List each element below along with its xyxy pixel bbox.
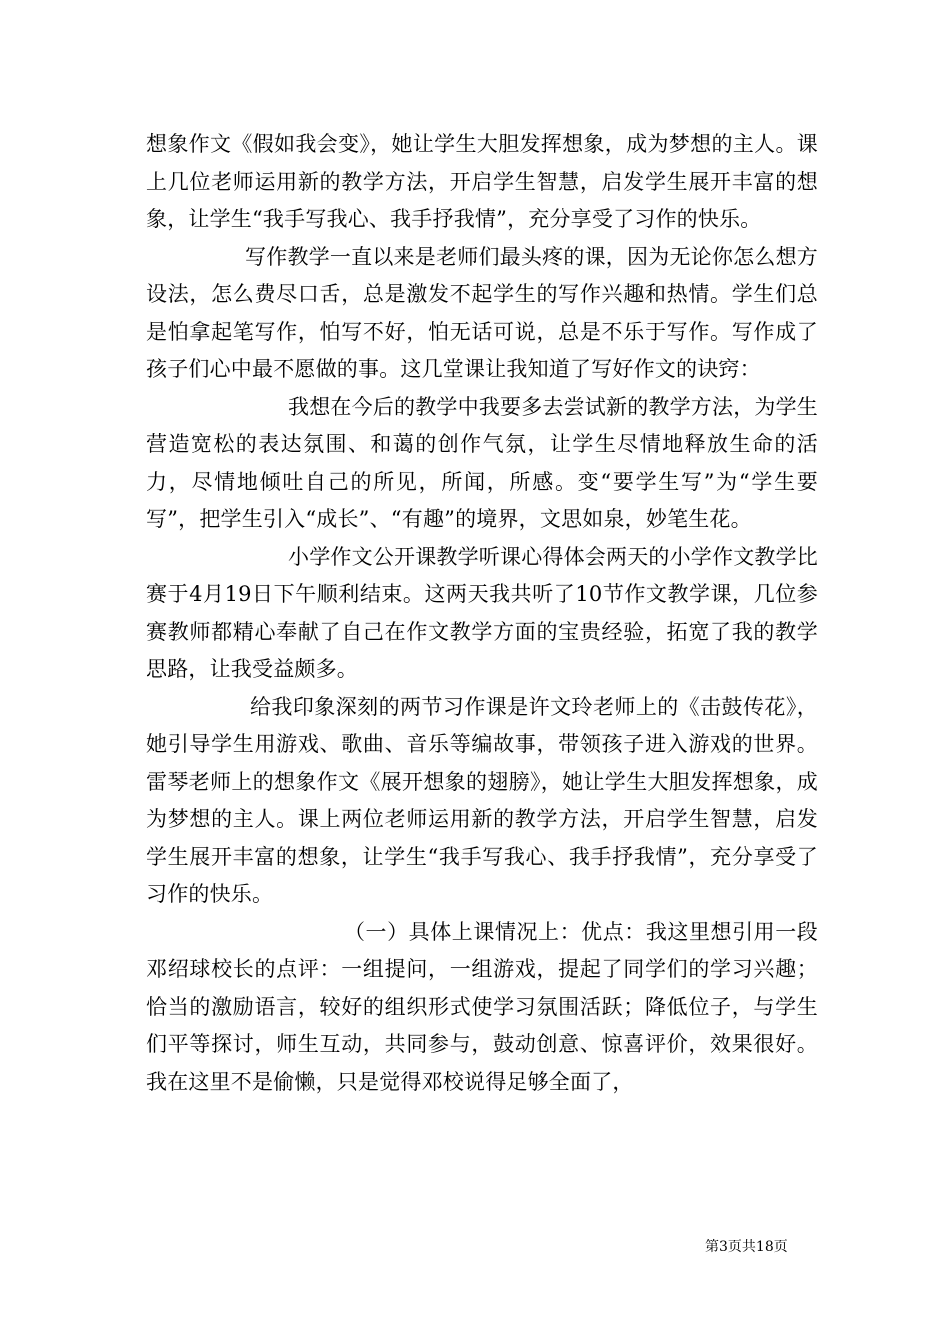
paragraph-5: 给我印象深刻的两节习作课是许文玲老师上的《击鼓传花》，她引导学生用游戏、歌曲、音乐等编故事，带领孩子进入游戏的世界。雷琴老师上的想象作文《展开想象的翅膀》，她让学生大胆发挥想象，成为梦想的主人。课上两位老师运用新的教学方法，开启学生智慧，启发学生展开丰富的想象，让学生“我手写我心、我手抒我情”，充分享受了习作的快乐。: [146, 694, 818, 906]
document-body: [146, 126, 818, 1101]
paragraph-4: 小学作文公开课教学听课心得体会两天的小学作文教学比赛于4月19日下午顺利结束。这两天我共听了10节作文教学课，几位参赛教师都精心奉献了自己在作文教学方面的宝贵经验，拓宽了我的教学思路，让我受益颇多。: [146, 544, 818, 681]
paragraph-2: 写作教学一直以来是老师们最头疼的课，因为无论你怎么想方设法，怎么费尽口舌，总是激发不起学生的写作兴趣和热情。学生们总是怕拿起笔写作，怕写不好，怕无话可说，总是不乐于写作。写作成了孩子们心中最不愿做的事。这几堂课让我知道了写好作文的诀窍：: [146, 244, 818, 381]
paragraph-3: 我想在今后的教学中我要多去尝试新的教学方法，为学生营造宽松的表达氛围、和蔼的创作气氛，让学生尽情地释放生命的活力，尽情地倾吐自己的所见，所闻，所感。变“要学生写”为“学生要写”，把学生引入“成长”、“有趣”的境界，文思如泉，妙笔生花。: [146, 394, 818, 531]
paragraph-6: （一）具体上课情况上：优点：我这里想引用一段邓绍球校长的点评：一组提问，一组游戏，提起了同学们的学习兴趣；恰当的激励语言，较好的组织形式使学习氛围活跃；降低位子，与学生们平等探讨，师生互动，共同参与，鼓动创意、惊喜评价，效果很好。我在这里不是偷懒，只是觉得邓校说得足够全面了，: [146, 919, 818, 1094]
page-number: 第3页共18页: [705, 1239, 788, 1255]
paragraph-1: 想象作文《假如我会变》，她让学生大胆发挥想象，成为梦想的主人。课上几位老师运用新的教学方法，开启学生智慧，启发学生展开丰富的想象，让学生“我手写我心、我手抒我情”，充分享受了习作的快乐。: [146, 132, 818, 231]
